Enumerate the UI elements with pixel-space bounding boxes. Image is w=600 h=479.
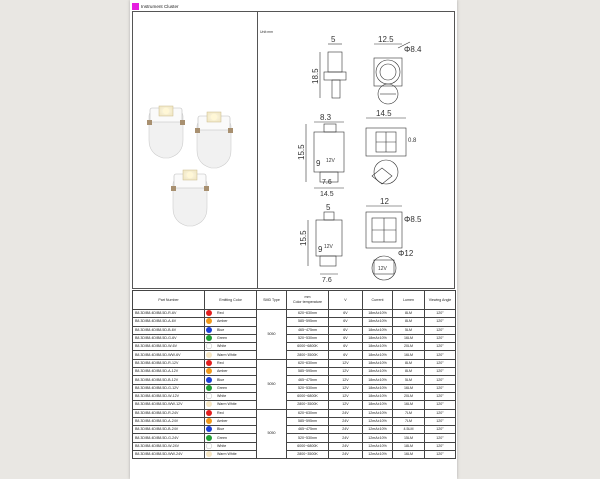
title-bar	[132, 2, 179, 10]
lumen-cell: 7LM	[393, 417, 425, 425]
current-cell: 12mA±10%	[363, 434, 393, 442]
lumen-cell: 8LM	[393, 359, 425, 367]
lumen-cell: 20LM	[393, 392, 425, 400]
lumen-cell: 15LM	[393, 434, 425, 442]
part-number-cell: B8.3D/B8.4D/B8.5D-W-6V	[133, 343, 205, 351]
color-temperature-cell: 520~530nm	[287, 334, 329, 342]
color-temperature-cell: 6000~6800K	[287, 343, 329, 351]
color-temperature-cell: 6000~6800K	[287, 392, 329, 400]
part-number-cell: B8.3D/B8.4D/B8.5D-A-6V	[133, 318, 205, 326]
smd-type-cell: 5050	[257, 310, 287, 360]
emitting-color-cell	[205, 310, 257, 318]
spec-sheet	[130, 0, 457, 479]
table-row	[133, 442, 456, 450]
voltage-cell: 12V	[329, 359, 363, 367]
dim-mid-side: 0.8	[408, 138, 417, 144]
current-cell: 18mA±10%	[363, 326, 393, 334]
part-number-cell: B8.3D/B8.4D/B8.5D-G-24V	[133, 434, 205, 442]
col-emitting-color: Emitting Color	[205, 291, 257, 310]
accent-square-icon	[132, 3, 139, 10]
viewing-angle-cell: 120°	[425, 359, 456, 367]
current-cell: 18mA±10%	[363, 384, 393, 392]
dim-mid-9: 9	[316, 159, 321, 168]
table-row	[133, 451, 456, 459]
color-temperature-cell: 2800~3500K	[287, 451, 329, 459]
part-number-cell: B8.3D/B8.4D/B8.5D-W-24V	[133, 442, 205, 450]
lumen-cell: 5LM	[393, 376, 425, 384]
color-dot-icon	[206, 410, 212, 416]
table-row	[133, 409, 456, 417]
col-color-temperature: mm Color temperature	[287, 291, 329, 310]
col-current: Current	[363, 291, 393, 310]
table-row	[133, 426, 456, 434]
color-label: Amber	[217, 419, 228, 423]
color-dot-icon	[206, 343, 212, 349]
viewing-angle-cell: 120°	[425, 409, 456, 417]
page-title: Instrument Cluster	[141, 3, 179, 9]
color-label: Amber	[217, 319, 228, 324]
led-bulb-2-icon	[195, 112, 233, 168]
color-temperature-cell: 2800~3500K	[287, 401, 329, 409]
table-row	[133, 384, 456, 392]
current-cell: 12mA±10%	[363, 442, 393, 450]
emitting-color-cell	[205, 392, 257, 400]
led-bulb-3-icon	[171, 170, 209, 226]
part-number-cell: B8.3D/B8.4D/B8.5D-B-24V	[133, 426, 205, 434]
emitting-color-cell	[205, 442, 257, 450]
color-dot-icon	[206, 352, 212, 358]
voltage-cell: 12V	[329, 392, 363, 400]
color-dot-icon	[206, 393, 212, 399]
top-view-drawing	[320, 42, 410, 104]
emitting-color-cell	[205, 451, 257, 459]
top-dims	[311, 35, 422, 84]
color-dot-icon	[206, 443, 212, 449]
dim-bot-v2: 12V	[378, 266, 387, 272]
color-dot-icon	[206, 435, 212, 441]
voltage-cell: 24V	[329, 434, 363, 442]
col-smd-type: SMD Type	[257, 291, 287, 310]
voltage-cell: 24V	[329, 409, 363, 417]
dim-mid-v: 12V	[326, 158, 335, 164]
lumen-cell: 16LM	[393, 384, 425, 392]
table-row	[133, 351, 456, 359]
color-temperature-cell: 6000~6800K	[287, 442, 329, 450]
color-dot-icon	[206, 327, 212, 333]
voltage-cell: 6V	[329, 334, 363, 342]
dim-mid-w1: 8.3	[320, 113, 332, 122]
dim-bot-dia1: Φ8.5	[404, 215, 422, 224]
dim-bot-9: 9	[318, 245, 323, 254]
emitting-color-cell	[205, 409, 257, 417]
color-dot-icon	[206, 418, 212, 424]
middle-dims	[297, 109, 417, 198]
smd-type-cell: 5050	[257, 409, 287, 459]
color-dot-icon	[206, 451, 212, 457]
current-cell: 12mA±10%	[363, 426, 393, 434]
table-row	[133, 334, 456, 342]
viewing-angle-cell: 120°	[425, 343, 456, 351]
lumen-cell: 7LM	[393, 409, 425, 417]
color-temperature-cell: 465~475nm	[287, 326, 329, 334]
smd-type-cell: 5050	[257, 359, 287, 409]
product-photo	[133, 12, 258, 288]
emitting-color-cell	[205, 368, 257, 376]
dim-bot-w2: 12	[380, 197, 389, 206]
table-row	[133, 376, 456, 384]
voltage-cell: 6V	[329, 310, 363, 318]
dim-mid-w2: 14.5	[376, 109, 392, 118]
voltage-cell: 6V	[329, 318, 363, 326]
table-row	[133, 318, 456, 326]
color-label: Green	[217, 385, 227, 390]
lumen-cell: 20LM	[393, 343, 425, 351]
viewing-angle-cell: 120°	[425, 351, 456, 359]
part-number-cell: B8.3D/B8.4D/B8.5D-G-6V	[133, 334, 205, 342]
lumen-cell: 16LM	[393, 451, 425, 459]
dimension-drawing	[258, 12, 455, 288]
color-dot-icon	[206, 368, 212, 374]
viewing-angle-cell: 120°	[425, 318, 456, 326]
col-part-number: Part Number	[133, 291, 205, 310]
lumen-cell: 5LM	[393, 326, 425, 334]
color-dot-icon	[206, 310, 212, 316]
led-bulb-1-icon	[147, 106, 185, 158]
current-cell: 12mA±10%	[363, 409, 393, 417]
table-header-row	[133, 291, 456, 310]
voltage-cell: 6V	[329, 351, 363, 359]
dim-bot-h: 15.5	[299, 230, 308, 246]
viewing-angle-cell: 120°	[425, 426, 456, 434]
table-row	[133, 343, 456, 351]
product-panel	[132, 11, 455, 289]
current-cell: 12mA±10%	[363, 417, 393, 425]
voltage-cell: 6V	[329, 326, 363, 334]
dim-bot-v: 12V	[324, 244, 333, 250]
color-label: White	[217, 443, 227, 448]
voltage-cell: 12V	[329, 384, 363, 392]
table-row	[133, 326, 456, 334]
current-cell: 18mA±10%	[363, 318, 393, 326]
color-temperature-cell: 2800~3500K	[287, 351, 329, 359]
dim-top-dia: Φ8.4	[404, 45, 422, 54]
current-cell: 18mA±10%	[363, 401, 393, 409]
viewing-angle-cell: 120°	[425, 384, 456, 392]
voltage-cell: 24V	[329, 417, 363, 425]
color-label: Amber	[217, 369, 228, 374]
viewing-angle-cell: 120°	[425, 442, 456, 450]
part-number-cell: B8.3D/B8.4D/B8.5D-R-12V	[133, 359, 205, 367]
emitting-color-cell	[205, 343, 257, 351]
voltage-cell: 12V	[329, 368, 363, 376]
color-dot-icon	[206, 385, 212, 391]
emitting-color-cell	[205, 384, 257, 392]
technical-drawing-svg	[258, 12, 455, 288]
part-number-cell: B8.3D/B8.4D/B8.5D-A-24V	[133, 417, 205, 425]
dim-top-side: 18.5	[311, 68, 320, 84]
bottom-dims	[299, 197, 422, 284]
current-cell: 18mA±10%	[363, 351, 393, 359]
current-cell: 18mA±10%	[363, 359, 393, 367]
part-number-cell: B8.3D/B8.4D/B8.5D-B-6V	[133, 326, 205, 334]
current-cell: 18mA±10%	[363, 392, 393, 400]
color-temperature-cell: 585~595nm	[287, 318, 329, 326]
table-row	[133, 417, 456, 425]
dim-mid-b1: 7.6	[322, 179, 332, 186]
lumen-cell: 8LM	[393, 318, 425, 326]
emitting-color-cell	[205, 417, 257, 425]
led-bulbs-image	[133, 12, 257, 288]
viewing-angle-cell: 120°	[425, 368, 456, 376]
part-number-cell: B8.3D/B8.4D/B8.5D-A-12V	[133, 368, 205, 376]
voltage-cell: 12V	[329, 376, 363, 384]
emitting-color-cell	[205, 434, 257, 442]
table-row	[133, 392, 456, 400]
color-label: Green	[217, 435, 227, 440]
color-label: Red	[217, 360, 224, 365]
color-label: Green	[217, 336, 227, 341]
current-cell: 18mA±10%	[363, 343, 393, 351]
table-row	[133, 359, 456, 367]
part-number-cell: B8.3D/B8.4D/B8.5D-G-12V	[133, 384, 205, 392]
dim-bot-b: 7.6	[322, 277, 332, 284]
part-number-cell: B8.3D/B8.4D/B8.5D-W-12V	[133, 392, 205, 400]
col-voltage: V	[329, 291, 363, 310]
lumen-cell: 16LM	[393, 334, 425, 342]
emitting-color-cell	[205, 401, 257, 409]
color-label: Red	[217, 410, 224, 415]
dim-bot-dia2: Φ12	[398, 249, 414, 258]
color-label: Blue	[217, 327, 225, 332]
color-label: White	[217, 394, 227, 399]
part-number-cell: B8.3D/B8.4D/B8.5D-R-24V	[133, 409, 205, 417]
viewing-angle-cell: 120°	[425, 417, 456, 425]
bottom-view-drawing	[308, 206, 402, 280]
part-number-cell: B8.3D/B8.4D/B8.5D-B-12V	[133, 376, 205, 384]
part-number-cell: B8.3D/B8.4D/B8.5D-R-6V	[133, 310, 205, 318]
table-row	[133, 401, 456, 409]
emitting-color-cell	[205, 318, 257, 326]
viewing-angle-cell: 120°	[425, 326, 456, 334]
color-label: Warm White	[217, 402, 237, 407]
color-temperature-cell: 465~475nm	[287, 426, 329, 434]
lumen-cell: 8LM	[393, 310, 425, 318]
color-dot-icon	[206, 426, 212, 432]
color-label: Blue	[217, 427, 225, 432]
viewing-angle-cell: 120°	[425, 376, 456, 384]
col-viewing-angle: Viewing Angle	[425, 291, 456, 310]
lumen-cell: 18LM	[393, 442, 425, 450]
color-dot-icon	[206, 318, 212, 324]
current-cell: 12mA±10%	[363, 451, 393, 459]
lumen-cell: 8LM	[393, 368, 425, 376]
viewing-angle-cell: 120°	[425, 392, 456, 400]
color-temperature-cell: 465~475nm	[287, 376, 329, 384]
color-temperature-cell: 620~630nm	[287, 359, 329, 367]
color-dot-icon	[206, 335, 212, 341]
current-cell: 18mA±10%	[363, 310, 393, 318]
dim-top-w: 5	[331, 35, 336, 44]
voltage-cell: 12V	[329, 401, 363, 409]
viewing-angle-cell: 120°	[425, 434, 456, 442]
current-cell: 18mA±10%	[363, 376, 393, 384]
lumen-cell: 16LM	[393, 351, 425, 359]
voltage-cell: 6V	[329, 343, 363, 351]
dim-bot-w: 5	[326, 203, 331, 212]
emitting-color-cell	[205, 426, 257, 434]
voltage-cell: 24V	[329, 451, 363, 459]
emitting-color-cell	[205, 334, 257, 342]
color-dot-icon	[206, 377, 212, 383]
color-dot-icon	[206, 401, 212, 407]
color-label: Warm White	[217, 352, 237, 357]
lumen-cell: 4.5LM	[393, 426, 425, 434]
part-number-cell: B8.3D/B8.4D/B8.5D-WW-24V	[133, 451, 205, 459]
col-lumen: Lumen	[393, 291, 425, 310]
dim-mid-b2: 14.5	[320, 191, 334, 198]
color-label: Red	[217, 311, 224, 316]
color-temperature-cell: 620~630nm	[287, 310, 329, 318]
color-label: White	[217, 344, 227, 349]
color-temperature-cell: 585~595nm	[287, 368, 329, 376]
voltage-cell: 24V	[329, 426, 363, 434]
current-cell: 18mA±10%	[363, 334, 393, 342]
viewing-angle-cell: 120°	[425, 401, 456, 409]
table-row	[133, 434, 456, 442]
emitting-color-cell	[205, 376, 257, 384]
part-number-cell: B8.3D/B8.4D/B8.5D-WW-6V	[133, 351, 205, 359]
table-row	[133, 310, 456, 318]
emitting-color-cell	[205, 326, 257, 334]
dim-top-h: 12.5	[378, 35, 394, 44]
color-temperature-cell: 620~630nm	[287, 409, 329, 417]
part-number-cell: B8.3D/B8.4D/B8.5D-WW-12V	[133, 401, 205, 409]
voltage-cell: 24V	[329, 442, 363, 450]
unit-label: Unit:mm	[260, 30, 274, 34]
emitting-color-cell	[205, 359, 257, 367]
dim-mid-h: 15.5	[297, 144, 306, 160]
viewing-angle-cell: 120°	[425, 310, 456, 318]
table-row	[133, 368, 456, 376]
spec-table	[132, 290, 456, 459]
viewing-angle-cell: 120°	[425, 334, 456, 342]
lumen-cell: 16LM	[393, 401, 425, 409]
viewing-angle-cell: 120°	[425, 451, 456, 459]
current-cell: 18mA±10%	[363, 368, 393, 376]
table-body	[133, 310, 456, 459]
color-temperature-cell: 520~530nm	[287, 384, 329, 392]
middle-view-drawing	[306, 118, 406, 188]
color-label: Warm White	[217, 452, 237, 457]
color-temperature-cell: 585~595nm	[287, 417, 329, 425]
color-dot-icon	[206, 360, 212, 366]
emitting-color-cell	[205, 351, 257, 359]
color-temperature-cell: 520~530nm	[287, 434, 329, 442]
color-label: Blue	[217, 377, 225, 382]
